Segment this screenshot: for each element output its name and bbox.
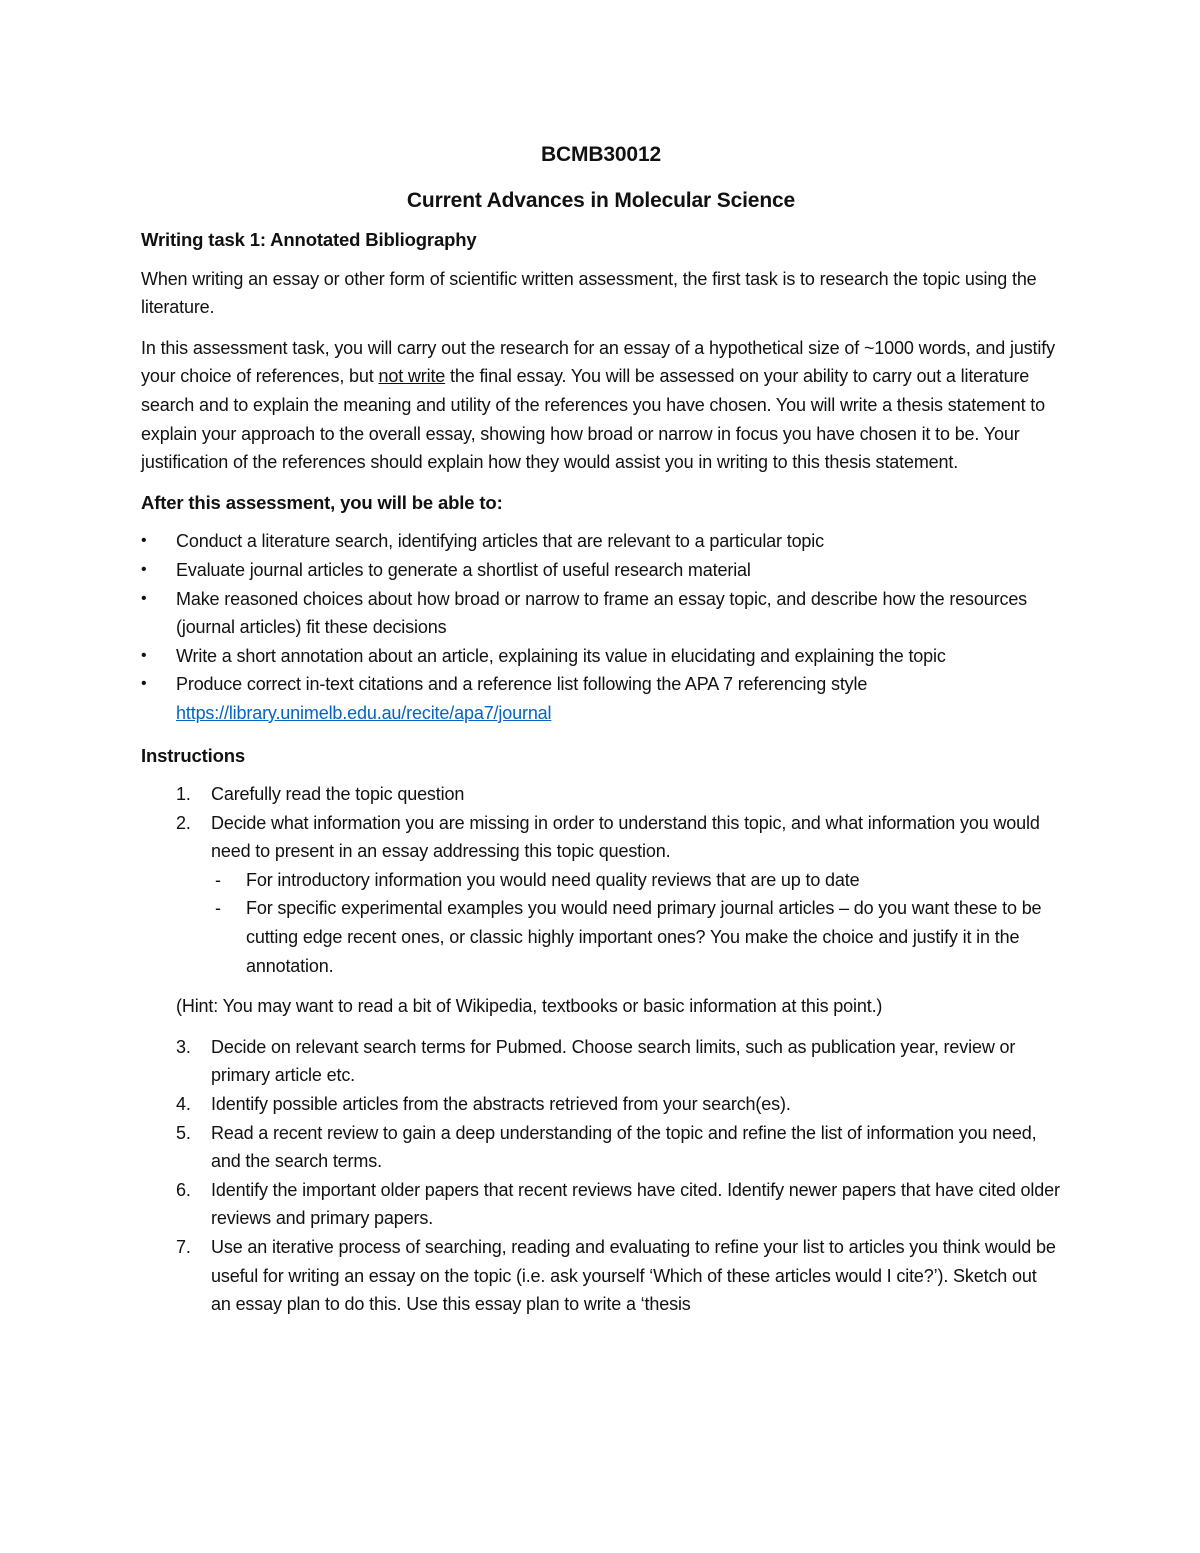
- bullet-icon: •: [141, 646, 147, 664]
- course-code: BCMB30012: [540, 143, 662, 166]
- sub-item: [211, 866, 1061, 895]
- outcome-item: [141, 670, 1061, 727]
- outcome-item: [141, 642, 1061, 671]
- outcome-item: [141, 527, 1061, 556]
- intro-paragraph: When writing an essay or other form of scientific written assessment, the first task is to research the topic using the literature.: [141, 268, 1037, 318]
- course-title: Current Advances in Molecular Science: [406, 189, 796, 212]
- step-2-sublist: [211, 866, 1061, 980]
- instructions-heading: Instructions: [141, 744, 246, 766]
- step-text: Carefully read the topic question: [211, 784, 465, 805]
- instruction-step: [141, 809, 1061, 981]
- outcome-item: [141, 585, 1061, 642]
- bullet-icon: •: [141, 589, 147, 607]
- outcome-text: Make reasoned choices about how broad or narrow to frame an essay topic, and describe how the resources (journal articles) fit these decisions: [176, 588, 1028, 638]
- assessment-text-part2: the final essay. You will be assessed on your ability to carry out a literature search and to explain the meaning and utility of the references you have chosen. You will write a thesis statement to explain your approach to the overall essay, showing how broad or narrow in focus you have chosen it to be. Your justification of the references should explain how they would assist you in writing to this thesis statement.: [141, 366, 1046, 473]
- outcome-text: Evaluate journal articles to generate a shortlist of useful research material: [176, 559, 751, 580]
- instruction-step: [141, 780, 1061, 809]
- sub-item-text: For specific experimental examples you would need primary journal articles – do you want these to be cutting edge recent ones, or classic highly important ones? You make the choice and justify it in the annotation.: [246, 898, 1042, 976]
- step-text: Identify the important older papers that recent reviews have cited. Identify newer papers that have cited older reviews and primary papers.: [211, 1179, 1060, 1229]
- step-text: Decide on relevant search terms for Pubmed. Choose search limits, such as publication year, review or primary article etc.: [211, 1036, 1016, 1086]
- sub-item: [211, 894, 1061, 980]
- dash-icon: -: [215, 869, 221, 890]
- step-text: Identify possible articles from the abstracts retrieved from your search(es).: [211, 1094, 791, 1115]
- document-content: [141, 140, 1061, 1319]
- step-number: 5.: [176, 1122, 191, 1143]
- bullet-icon: •: [141, 560, 147, 578]
- bullet-icon: •: [141, 675, 147, 693]
- assessment-paragraph: [141, 334, 1061, 477]
- instruction-step: [141, 1119, 1061, 1176]
- step-text: Use an iterative process of searching, reading and evaluating to refine your list to articles you think would be useful for writing an essay on the topic (i.e. ask yourself ‘Which of these articles would I cite?’). Sketch out an essay plan to do this. Use this essay plan to write a ‘thesis: [211, 1237, 1056, 1315]
- outcomes-heading: After this assessment, you will be able to:: [141, 491, 503, 513]
- dash-icon: -: [215, 898, 221, 919]
- step-number: 4.: [176, 1094, 191, 1115]
- instruction-step: [141, 1090, 1061, 1119]
- bullet-icon: •: [141, 532, 147, 550]
- step-number: 3.: [176, 1036, 191, 1057]
- hint-text: (Hint: You may want to read a bit of Wikipedia, textbooks or basic information at this point.): [176, 996, 883, 1017]
- instructions-list-continued: [141, 1033, 1061, 1319]
- assessment-underlined-text: not write: [378, 366, 446, 387]
- step-text: Decide what information you are missing in order to understand this topic, and what information you would need to present in an essay addressing this topic question.: [211, 812, 1040, 862]
- outcome-item: [141, 556, 1061, 585]
- instruction-step: [141, 1176, 1061, 1233]
- step-text: Read a recent review to gain a deep understanding of the topic and refine the list of information you need, and the search terms.: [211, 1122, 1037, 1172]
- step-number: 1.: [176, 784, 191, 805]
- step-number: 2.: [176, 812, 191, 833]
- outcome-text: Produce correct in-text citations and a reference list following the APA 7 referencing style: [176, 674, 868, 695]
- instructions-list: [141, 780, 1061, 980]
- step-number: 6.: [176, 1179, 191, 1200]
- instruction-step: [141, 1233, 1061, 1319]
- instruction-step: [141, 1033, 1061, 1090]
- outcome-text: Conduct a literature search, identifying articles that are relevant to a particular topic: [176, 531, 824, 552]
- sub-item-text: For introductory information you would need quality reviews that are up to date: [246, 869, 860, 890]
- apa7-reference-link[interactable]: https://library.unimelb.edu.au/recite/apa7/journal: [176, 702, 552, 723]
- outcome-text: Write a short annotation about an article, explaining its value in elucidating and explaining the topic: [176, 645, 946, 666]
- task-heading: Writing task 1: Annotated Bibliography: [141, 229, 477, 250]
- step-number: 7.: [176, 1237, 191, 1257]
- assessment-text-part1: In this assessment task, you will carry out the research for an essay of a hypothetical size of ~1000 words, and justify your choice of references, but: [141, 337, 1055, 387]
- outcomes-list: [141, 527, 1061, 727]
